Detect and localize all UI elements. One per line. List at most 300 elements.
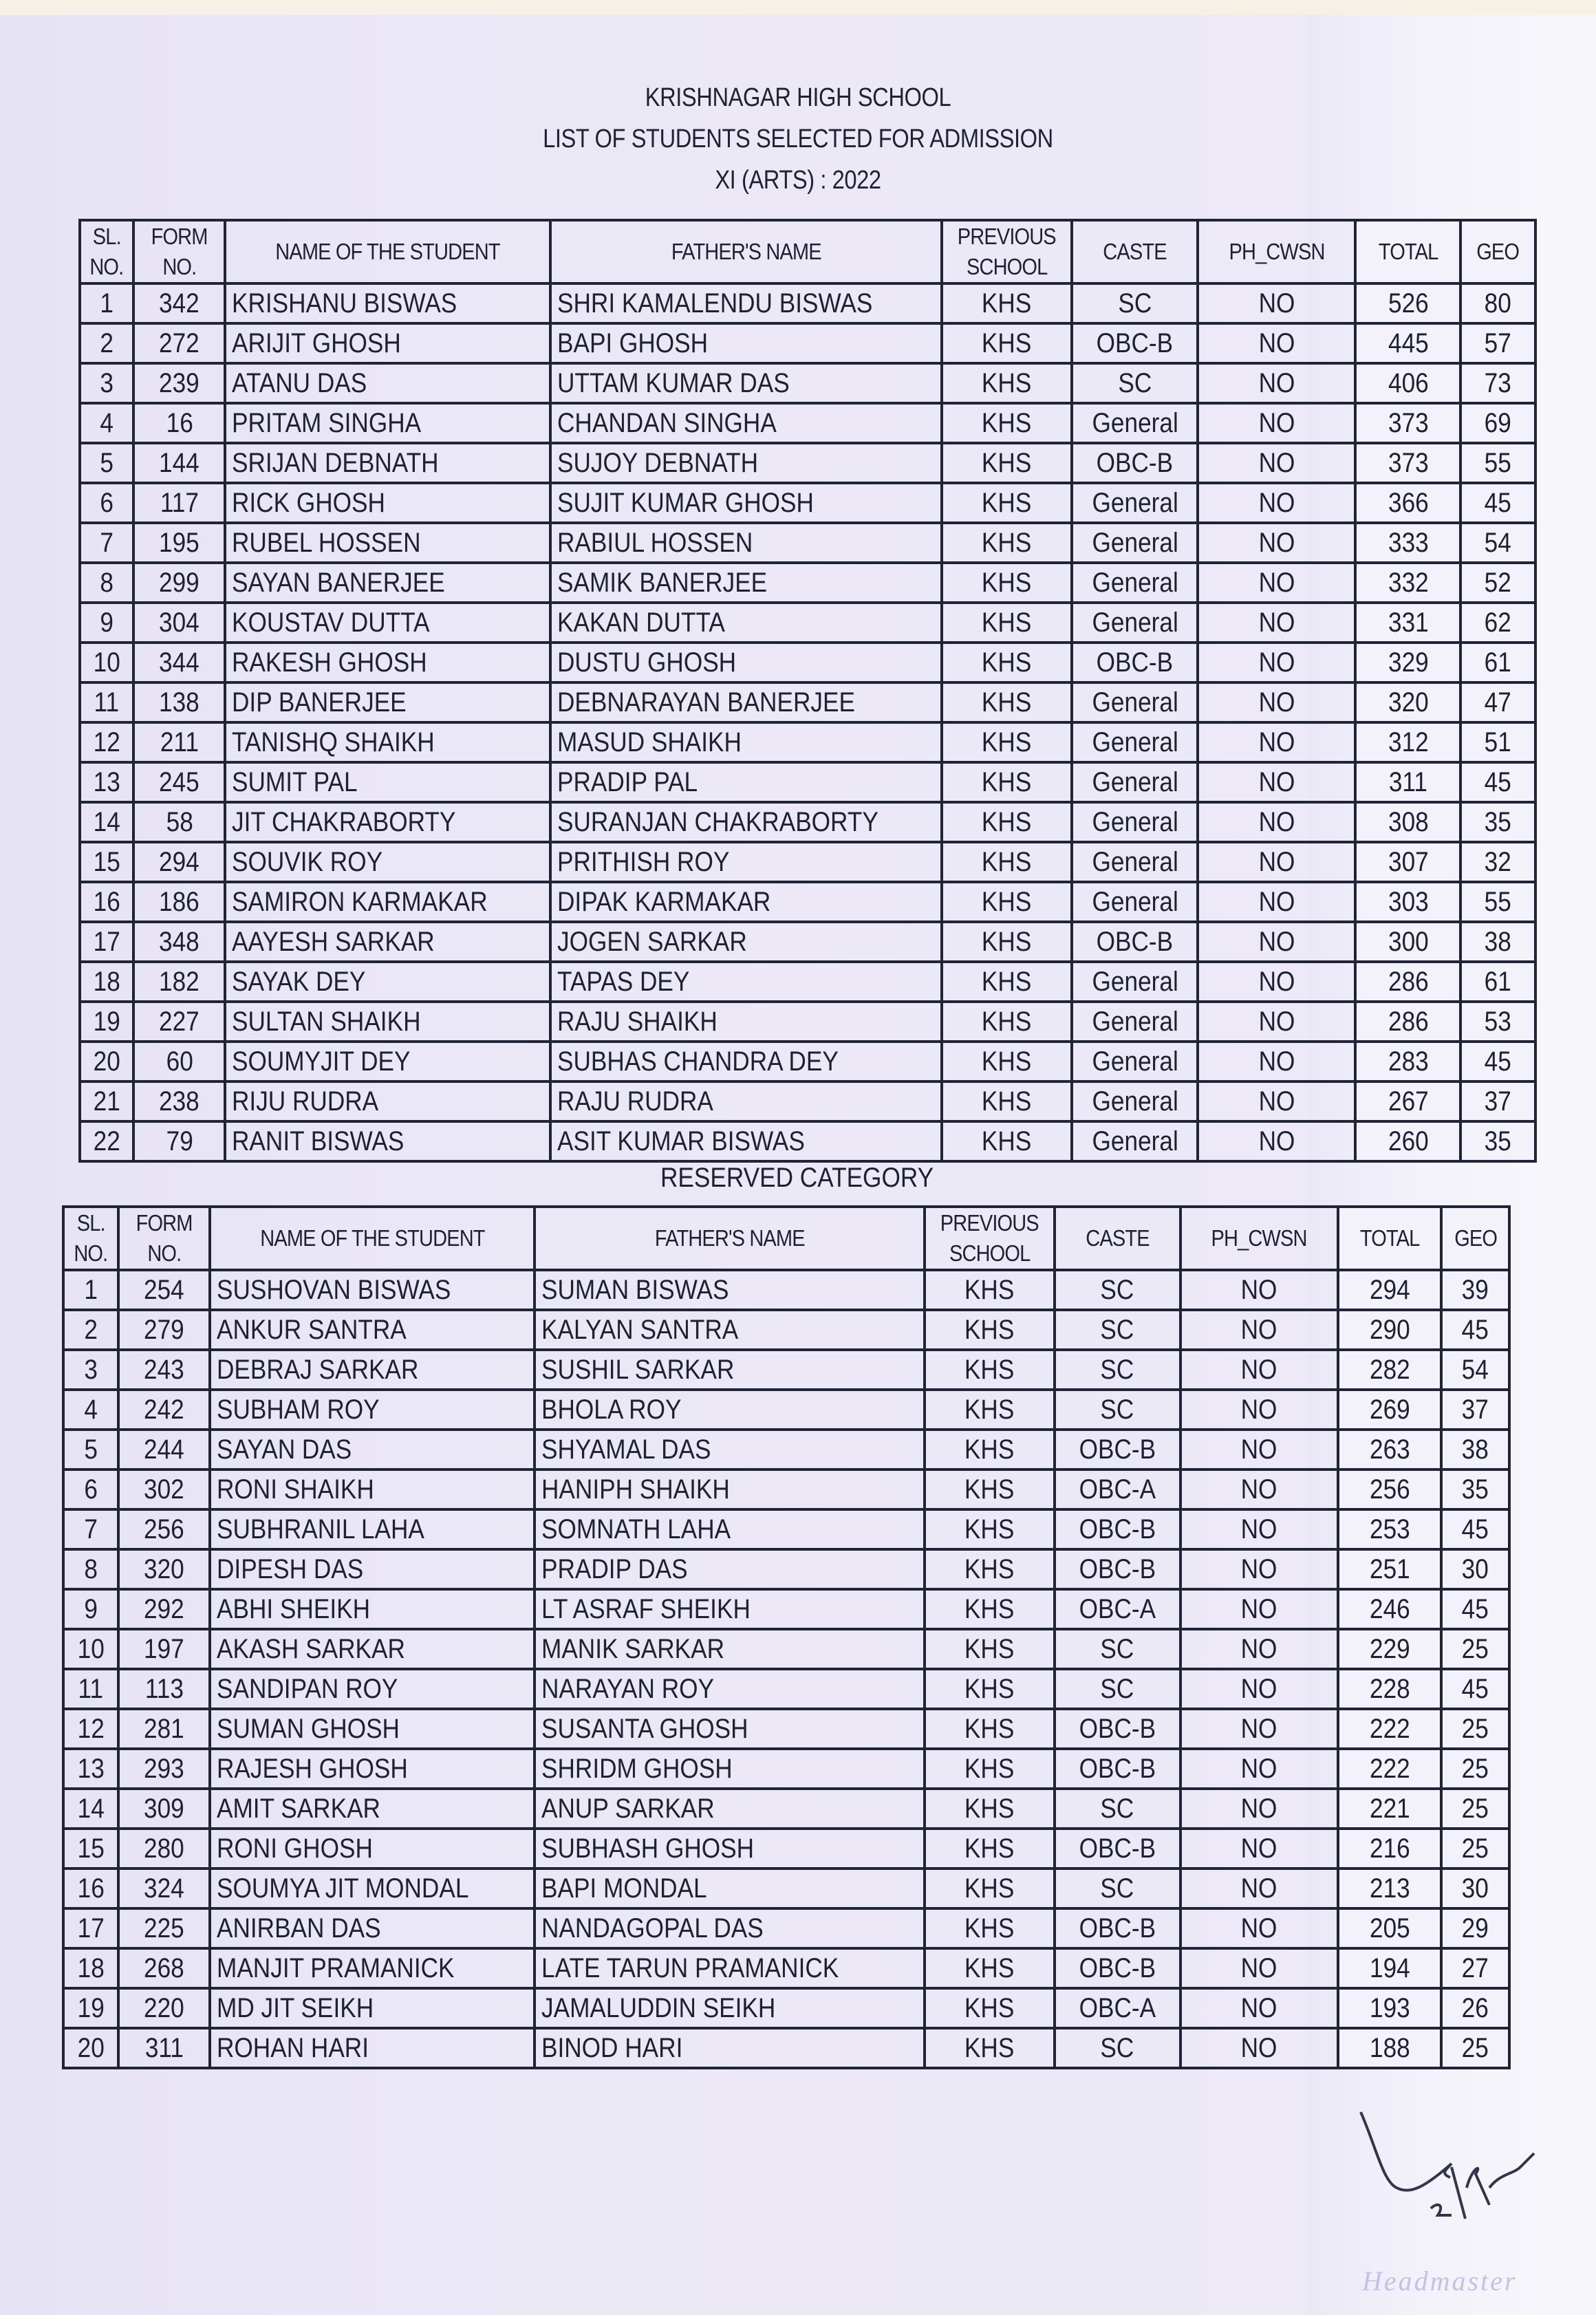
ph-cwsn-cell: NO [1180, 1789, 1338, 1829]
caste-cell: General [1072, 802, 1198, 842]
table-row [80, 523, 1535, 563]
student-name-cell: SULTAN SHAIKH [225, 1002, 550, 1042]
sl-no-cell: 2 [80, 323, 133, 363]
father-name-cell: SUJOY DEBNATH [550, 443, 942, 483]
geo-cell: 51 [1460, 722, 1535, 762]
student-name-cell: SOUMYJIT DEY [225, 1042, 550, 1081]
geo-cell: 54 [1460, 523, 1535, 563]
father-name-cell: BINOD HARI [535, 2028, 925, 2068]
student-name-cell: ABHI SHEIKH [210, 1589, 535, 1629]
form-no-cell: 281 [118, 1709, 210, 1749]
general-merit-table [78, 219, 1537, 1163]
student-name-cell: AAYESH SARKAR [225, 922, 550, 962]
geo-cell: 47 [1460, 682, 1535, 722]
geo-cell: 25 [1441, 1789, 1509, 1829]
previous-school-cell: KHS [942, 483, 1072, 523]
ph-cwsn-cell: NO [1198, 363, 1355, 403]
caste-cell: OBC-A [1055, 1589, 1180, 1629]
student-name-cell: KOUSTAV DUTTA [225, 603, 550, 643]
form-no-cell: 117 [133, 483, 225, 523]
sl-no-cell: 7 [80, 523, 133, 563]
ph-cwsn-cell: NO [1180, 1310, 1338, 1350]
total-cell: 216 [1338, 1829, 1442, 1869]
caste-cell: SC [1055, 1629, 1180, 1669]
sl-no-cell: 14 [63, 1789, 118, 1829]
geo-cell: 38 [1460, 922, 1535, 962]
ph-cwsn-cell: NO [1198, 922, 1355, 962]
ph-cwsn-cell: NO [1198, 1081, 1355, 1121]
ph-cwsn-cell: NO [1180, 1509, 1338, 1549]
father-name-cell: NANDAGOPAL DAS [535, 1908, 925, 1948]
geo-cell: 45 [1441, 1669, 1509, 1709]
previous-school-cell: KHS [942, 682, 1072, 722]
sl-no-cell: 9 [63, 1589, 118, 1629]
father-name-cell: MASUD SHAIKH [550, 722, 942, 762]
form-no-cell: 311 [118, 2028, 210, 2068]
list-title: LIST OF STUDENTS SELECTED FOR ADMISSION [543, 125, 1053, 153]
father-name-cell: BHOLA ROY [535, 1390, 925, 1430]
caste-cell: OBC-A [1055, 1469, 1180, 1509]
total-cell: 373 [1355, 443, 1460, 483]
previous-school-cell: KHS [925, 1908, 1055, 1948]
father-name-cell: ASIT KUMAR BISWAS [550, 1121, 942, 1161]
table-row [80, 483, 1535, 523]
form-no-cell: 60 [133, 1042, 225, 1081]
geo-cell: 45 [1460, 483, 1535, 523]
col-total: TOTAL [1338, 1207, 1442, 1270]
previous-school-cell: KHS [942, 1042, 1072, 1081]
table-row [80, 802, 1535, 842]
table-row [80, 962, 1535, 1002]
geo-cell: 26 [1441, 1988, 1509, 2028]
table-row [63, 1869, 1509, 1908]
table-row [80, 283, 1535, 323]
caste-cell: General [1072, 722, 1198, 762]
total-cell: 260 [1355, 1121, 1460, 1161]
ph-cwsn-cell: NO [1180, 1948, 1338, 1988]
total-cell: 228 [1338, 1669, 1442, 1709]
student-name-cell: ROHAN HARI [210, 2028, 535, 2068]
sl-no-cell: 2 [63, 1310, 118, 1350]
geo-cell: 30 [1441, 1869, 1509, 1908]
ph-cwsn-cell: NO [1180, 1749, 1338, 1789]
caste-cell: OBC-A [1055, 1988, 1180, 2028]
geo-cell: 25 [1441, 1829, 1509, 1869]
col-caste: CASTE [1055, 1207, 1180, 1270]
total-cell: 263 [1338, 1430, 1442, 1469]
father-name-cell: TAPAS DEY [550, 962, 942, 1002]
student-name-cell: RICK GHOSH [225, 483, 550, 523]
table-row [63, 1629, 1509, 1669]
student-name-cell: RAJESH GHOSH [210, 1749, 535, 1789]
caste-cell: General [1072, 523, 1198, 563]
total-cell: 282 [1338, 1350, 1442, 1390]
total-cell: 526 [1355, 283, 1460, 323]
student-name-cell: AKASH SARKAR [210, 1629, 535, 1669]
table-row [80, 403, 1535, 443]
previous-school-cell: KHS [942, 762, 1072, 802]
col-father-name: FATHER'S NAME [550, 220, 942, 283]
total-cell: 366 [1355, 483, 1460, 523]
student-name-cell: AMIT SARKAR [210, 1789, 535, 1829]
form-no-cell: 280 [118, 1829, 210, 1869]
table-row [63, 2028, 1509, 2068]
student-name-cell: JIT CHAKRABORTY [225, 802, 550, 842]
col-form-no: FORM NO. [133, 220, 225, 283]
caste-cell: OBC-B [1055, 1709, 1180, 1749]
sl-no-cell: 8 [63, 1549, 118, 1589]
sl-no-cell: 10 [63, 1629, 118, 1669]
ph-cwsn-cell: NO [1180, 1988, 1338, 2028]
previous-school-cell: KHS [942, 603, 1072, 643]
student-name-cell: SOUVIK ROY [225, 842, 550, 882]
ph-cwsn-cell: NO [1198, 603, 1355, 643]
form-no-cell: 294 [133, 842, 225, 882]
father-name-cell: LT ASRAF SHEIKH [535, 1589, 925, 1629]
total-cell: 303 [1355, 882, 1460, 922]
total-cell: 311 [1355, 762, 1460, 802]
form-no-cell: 197 [118, 1629, 210, 1669]
sl-no-cell: 6 [80, 483, 133, 523]
form-no-cell: 239 [133, 363, 225, 403]
previous-school-cell: KHS [925, 1629, 1055, 1669]
previous-school-cell: KHS [925, 1509, 1055, 1549]
total-cell: 221 [1338, 1789, 1442, 1829]
headmaster-stamp: Headmaster [1362, 2265, 1518, 2296]
previous-school-cell: KHS [942, 563, 1072, 603]
table-header-row [63, 1207, 1509, 1270]
father-name-cell: BAPI GHOSH [550, 323, 942, 363]
caste-cell: General [1072, 762, 1198, 802]
previous-school-cell: KHS [942, 443, 1072, 483]
student-name-cell: PRITAM SINGHA [225, 403, 550, 443]
sl-no-cell: 11 [80, 682, 133, 722]
geo-cell: 37 [1441, 1390, 1509, 1430]
sl-no-cell: 17 [80, 922, 133, 962]
geo-cell: 30 [1441, 1549, 1509, 1589]
previous-school-cell: KHS [942, 363, 1072, 403]
sl-no-cell: 5 [63, 1430, 118, 1469]
sl-no-cell: 7 [63, 1509, 118, 1549]
caste-cell: SC [1055, 1789, 1180, 1829]
previous-school-cell: KHS [942, 1002, 1072, 1042]
father-name-cell: DEBNARAYAN BANERJEE [550, 682, 942, 722]
sl-no-cell: 12 [63, 1709, 118, 1749]
ph-cwsn-cell: NO [1180, 1629, 1338, 1669]
geo-cell: 45 [1441, 1310, 1509, 1350]
table-row [80, 882, 1535, 922]
ph-cwsn-cell: NO [1180, 1908, 1338, 1948]
form-no-cell: 272 [133, 323, 225, 363]
total-cell: 286 [1355, 1002, 1460, 1042]
table-row [63, 1709, 1509, 1749]
geo-cell: 35 [1460, 1121, 1535, 1161]
father-name-cell: PRADIP DAS [535, 1549, 925, 1589]
total-cell: 294 [1338, 1270, 1442, 1310]
sl-no-cell: 13 [80, 762, 133, 802]
father-name-cell: SUSANTA GHOSH [535, 1709, 925, 1749]
father-name-cell: SURANJAN CHAKRABORTY [550, 802, 942, 842]
previous-school-cell: KHS [942, 802, 1072, 842]
ph-cwsn-cell: NO [1180, 1350, 1338, 1390]
geo-cell: 57 [1460, 323, 1535, 363]
form-no-cell: 292 [118, 1589, 210, 1629]
table-row [63, 1310, 1509, 1350]
table-row [63, 1430, 1509, 1469]
form-no-cell: 320 [118, 1549, 210, 1589]
previous-school-cell: KHS [942, 1081, 1072, 1121]
geo-cell: 55 [1460, 882, 1535, 922]
previous-school-cell: KHS [942, 283, 1072, 323]
col-caste: CASTE [1072, 220, 1198, 283]
geo-cell: 32 [1460, 842, 1535, 882]
ph-cwsn-cell: NO [1198, 962, 1355, 1002]
sl-no-cell: 3 [63, 1350, 118, 1390]
geo-cell: 80 [1460, 283, 1535, 323]
caste-cell: OBC-B [1055, 1549, 1180, 1589]
previous-school-cell: KHS [925, 1549, 1055, 1589]
total-cell: 332 [1355, 563, 1460, 603]
ph-cwsn-cell: NO [1198, 882, 1355, 922]
caste-cell: General [1072, 842, 1198, 882]
caste-cell: General [1072, 962, 1198, 1002]
form-no-cell: 138 [133, 682, 225, 722]
table-row [80, 1042, 1535, 1081]
total-cell: 333 [1355, 523, 1460, 563]
geo-cell: 52 [1460, 563, 1535, 603]
geo-cell: 37 [1460, 1081, 1535, 1121]
father-name-cell: SUMAN BISWAS [535, 1270, 925, 1310]
table-row [63, 1469, 1509, 1509]
table-row [80, 682, 1535, 722]
table-row [63, 1509, 1509, 1549]
student-name-cell: TANISHQ SHAIKH [225, 722, 550, 762]
father-name-cell: SUBHAS CHANDRA DEY [550, 1042, 942, 1081]
form-no-cell: 245 [133, 762, 225, 802]
total-cell: 253 [1338, 1509, 1442, 1549]
form-no-cell: 268 [118, 1948, 210, 1988]
reserved-category-table [62, 1205, 1511, 2069]
student-name-cell: ARIJIT GHOSH [225, 323, 550, 363]
total-cell: 194 [1338, 1948, 1442, 1988]
table-row [63, 1390, 1509, 1430]
father-name-cell: PRADIP PAL [550, 762, 942, 802]
ph-cwsn-cell: NO [1180, 1669, 1338, 1709]
caste-cell: OBC-B [1055, 1430, 1180, 1469]
previous-school-cell: KHS [942, 962, 1072, 1002]
form-no-cell: 344 [133, 643, 225, 682]
ph-cwsn-cell: NO [1198, 323, 1355, 363]
table-row [80, 1081, 1535, 1121]
student-name-cell: MD JIT SEIKH [210, 1988, 535, 2028]
sl-no-cell: 10 [80, 643, 133, 682]
father-name-cell: RAJU SHAIKH [550, 1002, 942, 1042]
father-name-cell: DUSTU GHOSH [550, 643, 942, 682]
father-name-cell: SHRI KAMALENDU BISWAS [550, 283, 942, 323]
ph-cwsn-cell: NO [1180, 1589, 1338, 1629]
total-cell: 307 [1355, 842, 1460, 882]
col-ph-cwsn: PH_CWSN [1198, 220, 1355, 283]
previous-school-cell: KHS [942, 323, 1072, 363]
ph-cwsn-cell: NO [1180, 1430, 1338, 1469]
sl-no-cell: 19 [63, 1988, 118, 2028]
table-row [63, 1270, 1509, 1310]
total-cell: 300 [1355, 922, 1460, 962]
ph-cwsn-cell: NO [1198, 523, 1355, 563]
form-no-cell: 113 [118, 1669, 210, 1709]
sl-no-cell: 22 [80, 1121, 133, 1161]
student-name-cell: ANIRBAN DAS [210, 1908, 535, 1948]
student-name-cell: SUMIT PAL [225, 762, 550, 802]
form-no-cell: 309 [118, 1789, 210, 1829]
caste-cell: General [1072, 682, 1198, 722]
geo-cell: 73 [1460, 363, 1535, 403]
previous-school-cell: KHS [925, 1390, 1055, 1430]
ph-cwsn-cell: NO [1198, 1042, 1355, 1081]
sl-no-cell: 14 [80, 802, 133, 842]
caste-cell: SC [1072, 283, 1198, 323]
col-sl-no: SL. NO. [80, 220, 133, 283]
table-row [80, 323, 1535, 363]
form-no-cell: 238 [133, 1081, 225, 1121]
form-no-cell: 79 [133, 1121, 225, 1161]
table-row [80, 722, 1535, 762]
caste-cell: General [1072, 1081, 1198, 1121]
previous-school-cell: KHS [925, 1789, 1055, 1829]
sl-no-cell: 11 [63, 1669, 118, 1709]
total-cell: 286 [1355, 962, 1460, 1002]
total-cell: 193 [1338, 1988, 1442, 2028]
col-ph-cwsn: PH_CWSN [1180, 1207, 1338, 1270]
student-name-cell: ANKUR SANTRA [210, 1310, 535, 1350]
father-name-cell: SHRIDM GHOSH [535, 1749, 925, 1789]
father-name-cell: DIPAK KARMAKAR [550, 882, 942, 922]
table-row [63, 1789, 1509, 1829]
father-name-cell: UTTAM KUMAR DAS [550, 363, 942, 403]
total-cell: 308 [1355, 802, 1460, 842]
geo-cell: 29 [1441, 1908, 1509, 1948]
ph-cwsn-cell: NO [1198, 842, 1355, 882]
ph-cwsn-cell: NO [1198, 283, 1355, 323]
previous-school-cell: KHS [942, 523, 1072, 563]
total-cell: 373 [1355, 403, 1460, 443]
table-row [80, 922, 1535, 962]
caste-cell: SC [1055, 1350, 1180, 1390]
previous-school-cell: KHS [925, 1270, 1055, 1310]
col-form-no: FORM NO. [118, 1207, 210, 1270]
caste-cell: SC [1055, 1310, 1180, 1350]
table-row [80, 842, 1535, 882]
ph-cwsn-cell: NO [1198, 443, 1355, 483]
sl-no-cell: 3 [80, 363, 133, 403]
geo-cell: 45 [1460, 762, 1535, 802]
table-row [80, 603, 1535, 643]
geo-cell: 61 [1460, 962, 1535, 1002]
caste-cell: General [1072, 603, 1198, 643]
father-name-cell: CHANDAN SINGHA [550, 403, 942, 443]
total-cell: 320 [1355, 682, 1460, 722]
geo-cell: 38 [1441, 1430, 1509, 1469]
ph-cwsn-cell: NO [1180, 1869, 1338, 1908]
total-cell: 267 [1355, 1081, 1460, 1121]
geo-cell: 27 [1441, 1948, 1509, 1988]
form-no-cell: 220 [118, 1988, 210, 2028]
total-cell: 222 [1338, 1749, 1442, 1789]
caste-cell: General [1072, 1121, 1198, 1161]
student-name-cell: RONI GHOSH [210, 1829, 535, 1869]
ph-cwsn-cell: NO [1198, 483, 1355, 523]
father-name-cell: RABIUL HOSSEN [550, 523, 942, 563]
form-no-cell: 144 [133, 443, 225, 483]
father-name-cell: JOGEN SARKAR [550, 922, 942, 962]
caste-cell: General [1072, 403, 1198, 443]
geo-cell: 25 [1441, 1629, 1509, 1669]
ph-cwsn-cell: NO [1198, 682, 1355, 722]
form-no-cell: 299 [133, 563, 225, 603]
geo-cell: 53 [1460, 1002, 1535, 1042]
student-name-cell: DIPESH DAS [210, 1549, 535, 1589]
sl-no-cell: 18 [63, 1948, 118, 1988]
total-cell: 290 [1338, 1310, 1442, 1350]
ph-cwsn-cell: NO [1180, 2028, 1338, 2068]
student-name-cell: RAKESH GHOSH [225, 643, 550, 682]
total-cell: 312 [1355, 722, 1460, 762]
student-name-cell: ATANU DAS [225, 363, 550, 403]
table-row [63, 1669, 1509, 1709]
previous-school-cell: KHS [925, 1589, 1055, 1629]
student-name-cell: RIJU RUDRA [225, 1081, 550, 1121]
sl-no-cell: 5 [80, 443, 133, 483]
student-name-cell: DEBRAJ SARKAR [210, 1350, 535, 1390]
form-no-cell: 324 [118, 1869, 210, 1908]
total-cell: 213 [1338, 1869, 1442, 1908]
caste-cell: SC [1055, 1869, 1180, 1908]
form-no-cell: 342 [133, 283, 225, 323]
headmaster-signature [1348, 2105, 1555, 2257]
table-row [80, 1002, 1535, 1042]
school-name: KRISHNAGAR HIGH SCHOOL [645, 83, 951, 112]
previous-school-cell: KHS [925, 1469, 1055, 1509]
sl-no-cell: 16 [63, 1869, 118, 1908]
father-name-cell: SUBHASH GHOSH [535, 1829, 925, 1869]
form-no-cell: 254 [118, 1270, 210, 1310]
sl-no-cell: 17 [63, 1908, 118, 1948]
table-header-row [80, 220, 1535, 283]
form-no-cell: 244 [118, 1430, 210, 1469]
father-name-cell: SAMIK BANERJEE [550, 563, 942, 603]
table-row [63, 1988, 1509, 2028]
form-no-cell: 227 [133, 1002, 225, 1042]
caste-cell: General [1072, 483, 1198, 523]
total-cell: 329 [1355, 643, 1460, 682]
ph-cwsn-cell: NO [1198, 1002, 1355, 1042]
form-no-cell: 182 [133, 962, 225, 1002]
geo-cell: 25 [1441, 2028, 1509, 2068]
geo-cell: 45 [1460, 1042, 1535, 1081]
sl-no-cell: 18 [80, 962, 133, 1002]
previous-school-cell: KHS [942, 922, 1072, 962]
father-name-cell: JAMALUDDIN SEIKH [535, 1988, 925, 2028]
caste-cell: OBC-B [1072, 323, 1198, 363]
form-no-cell: 211 [133, 722, 225, 762]
table-row [80, 1121, 1535, 1161]
student-name-cell: SUBHAM ROY [210, 1390, 535, 1430]
student-name-cell: SAYAN BANERJEE [225, 563, 550, 603]
caste-cell: OBC-B [1055, 1908, 1180, 1948]
table-row [80, 563, 1535, 603]
father-name-cell: KALYAN SANTRA [535, 1310, 925, 1350]
scanner-edge [0, 0, 1596, 17]
